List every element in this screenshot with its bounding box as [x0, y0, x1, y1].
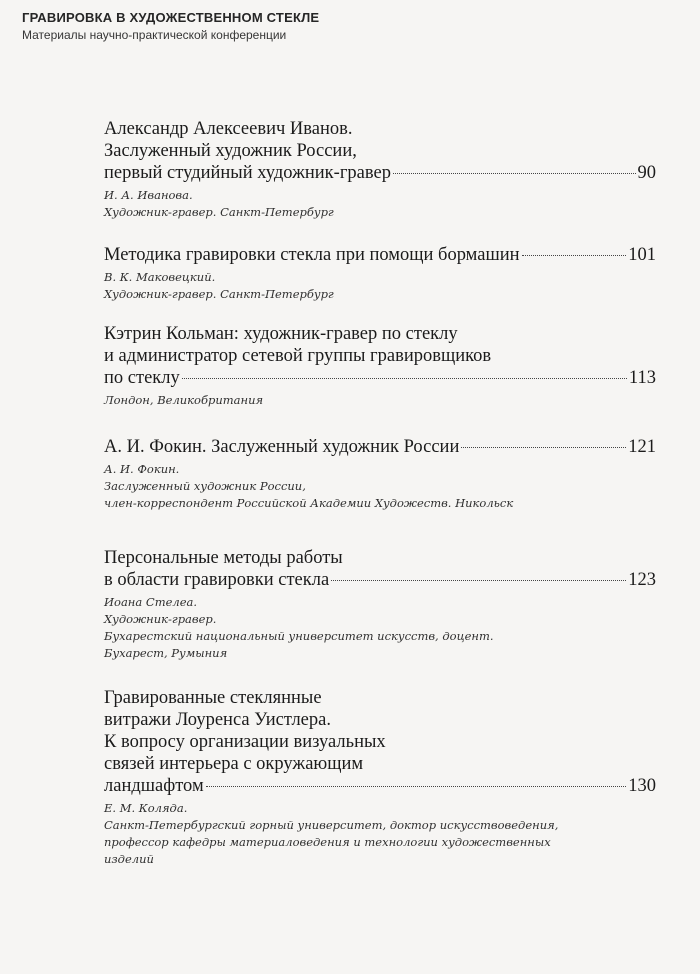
entry-title-line: Александр Алексеевич Иванов. — [104, 119, 353, 139]
entry-title-line: К вопросу организации визуальных — [104, 732, 386, 752]
entry-authors — [104, 187, 656, 221]
toc-entry[interactable] — [104, 244, 656, 303]
author-line: Заслуженный художник России, — [104, 479, 306, 493]
author-line: И. А. Иванова. — [104, 188, 193, 202]
author-line: изделий — [104, 852, 154, 866]
dot-leader — [522, 254, 627, 256]
entry-title-line: Методика гравировки стекла при помощи бормашин — [104, 245, 520, 265]
author-line: Иоана Стелеа. — [104, 595, 198, 609]
entry-title-line: А. И. Фокин. Заслуженный художник России — [104, 437, 460, 457]
toc-entry[interactable] — [104, 118, 656, 221]
dot-leader — [182, 377, 627, 379]
toc-entry[interactable] — [104, 436, 656, 512]
entry-authors — [104, 392, 656, 409]
author-line: В. К. Маковецкий. — [104, 270, 216, 284]
entry-title-line: Кэтрин Кольман: художник-гравер по стеклу — [104, 324, 458, 344]
dot-leader — [206, 785, 627, 787]
entry-authors — [104, 461, 656, 512]
running-header — [22, 10, 319, 43]
entry-title-last-line — [104, 775, 656, 797]
entry-title-line: по стеклу — [104, 368, 180, 388]
entry-title-line: витражи Лоуренса Уистлера. — [104, 710, 331, 730]
dot-leader — [331, 579, 626, 581]
dot-leader — [461, 446, 626, 448]
author-line: Бухарест, Румыния — [104, 646, 228, 660]
author-line: Художник-гравер. — [104, 612, 217, 626]
author-line: Санкт-Петербургский горный университет, доктор искусствоведения, — [104, 818, 559, 832]
author-line: Художник-гравер. Санкт-Петербург — [104, 287, 334, 301]
entry-title-last-line — [104, 162, 656, 184]
entry-title-last-line — [104, 244, 656, 266]
entry-authors — [104, 269, 656, 303]
entry-authors — [104, 800, 656, 868]
author-line: Лондон, Великобритания — [104, 393, 264, 407]
author-line: член-корреспондент Российской Академии Художеств. Никольск — [104, 496, 514, 510]
entry-title-line: связей интерьера с окружающим — [104, 754, 364, 774]
entry-title-last-line — [104, 436, 656, 458]
author-line: Художник-гравер. Санкт-Петербург — [104, 205, 334, 219]
toc-entry[interactable] — [104, 323, 656, 409]
author-line: Бухарестский национальный университет искусств, доцент. — [104, 629, 494, 643]
page-number: 130 — [628, 776, 656, 796]
entry-title-line: Персональные методы работы — [104, 548, 343, 568]
entry-title-last-line — [104, 569, 656, 591]
toc-entry[interactable] — [104, 547, 656, 662]
page-number: 90 — [637, 163, 656, 183]
entry-title-line: и администратор сетевой группы гравировщиков — [104, 346, 492, 366]
entry-title-line: в области гравировки стекла — [104, 570, 330, 590]
page-number: 101 — [628, 245, 656, 265]
author-line: А. И. Фокин. — [104, 462, 180, 476]
entry-title-line: Заслуженный художник России, — [104, 141, 357, 161]
book-subtitle: Материалы научно-практической конференции — [22, 28, 287, 42]
page-number: 123 — [628, 570, 656, 590]
entry-title-line: Гравированные стеклянные — [104, 688, 322, 708]
page-number: 113 — [628, 368, 656, 388]
dot-leader — [393, 172, 636, 174]
entry-authors — [104, 594, 656, 662]
entry-title-line: первый студийный художник-гравер — [104, 163, 391, 183]
toc-entry[interactable] — [104, 687, 656, 868]
entry-title-last-line — [104, 367, 656, 389]
entry-title-line: ландшафтом — [104, 776, 204, 796]
author-line: профессор кафедры материаловедения и технологии художественных — [104, 835, 551, 849]
book-title: ГРАВИРОВКА В ХУДОЖЕСТВЕННОМ СТЕКЛЕ — [22, 10, 320, 25]
author-line: Е. М. Коляда. — [104, 801, 188, 815]
page-number: 121 — [628, 437, 656, 457]
